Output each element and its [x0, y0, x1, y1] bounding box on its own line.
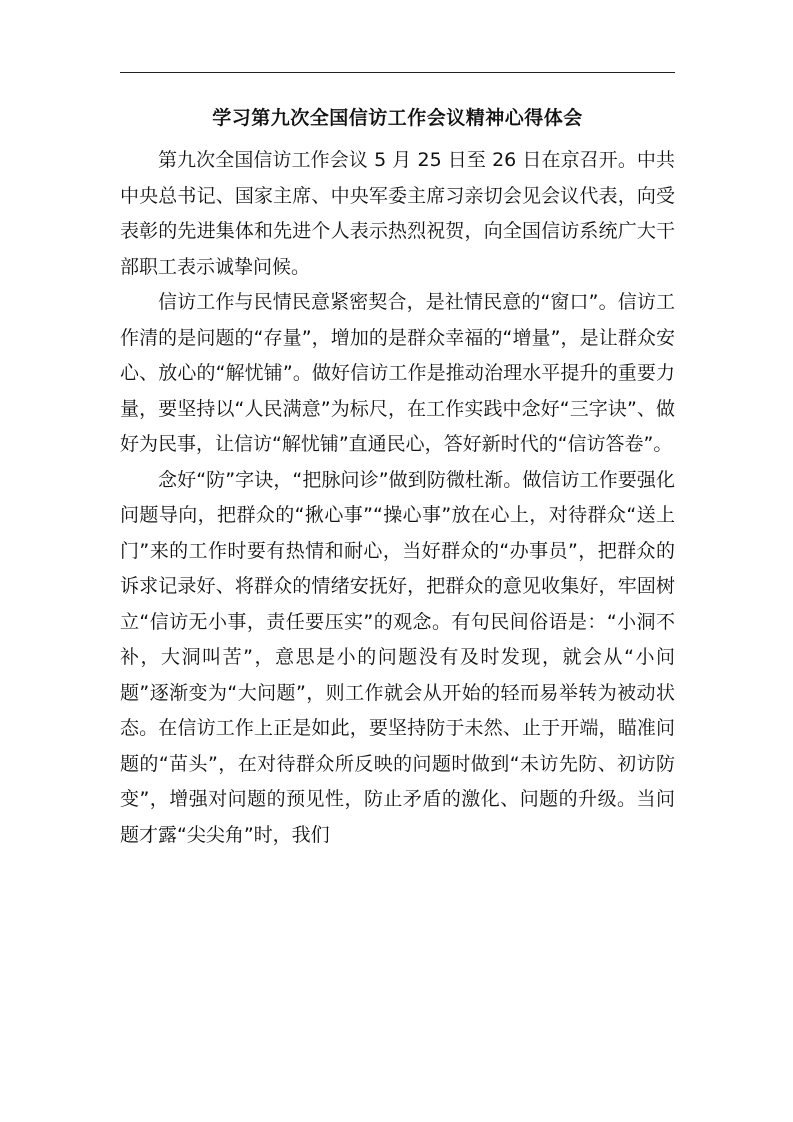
document-title: 学习第九次全国信访工作会议精神心得体会 [212, 107, 583, 129]
header-rule [120, 72, 675, 73]
paragraph-2: 信访工作与民情民意紧密契合，是社情民意的“窗口”。信访工作清的是问题的“存量”，增加的是群众幸福的“增量”，是让群众安心、放心的“解忧铺”。做好信访工作是推动治理水平提升的重要力量，要坚持以“人民满意”为标尺，在工作实践中念好“三字诀”、做好为民事，让信访“解忧铺”直通民心，答好新时代的“信访答卷”。 [120, 291, 675, 455]
paragraph-3: 念好“防”字诀，“把脉问诊”做到防微杜渐。做信访工作要强化问题导向，把群众的“揪心事”“操心事”放在心上，对待群众“送上门”来的工作时要有热情和耐心，当好群众的“办事员”，把群众的诉求记录好、将群众的情绪安抚好，把群众的意见收集好，牢固树立“信访无小事，责任要压实”的观念。有句民间俗语是：“小洞不补，大洞叫苦”，意思是小的问题没有及时发现，就会从“小问题”逐渐变为“大问题”，则工作就会从开始的轻而易举转为被动状态。在信访工作上正是如此，要坚持防于未然、止于开端，瞄准问题的“苗头”，在对待群众所反映的问题时做到“未访先防、初访防变”，增强对问题的预见性，防止矛盾的激化、问题的升级。当问题才露“尖尖角”时，我们 [120, 468, 675, 846]
paragraph-1: 第九次全国信访工作会议 5 月 25 日至 26 日在京召开。中共中央总书记、国家主席、中央军委主席习亲切会见会议代表，向受表彰的先进集体和先进个人表示热烈祝贺，向全国信访系统广大干部职工表示诚挚问候。 [120, 149, 675, 278]
document-body [120, 143, 675, 853]
